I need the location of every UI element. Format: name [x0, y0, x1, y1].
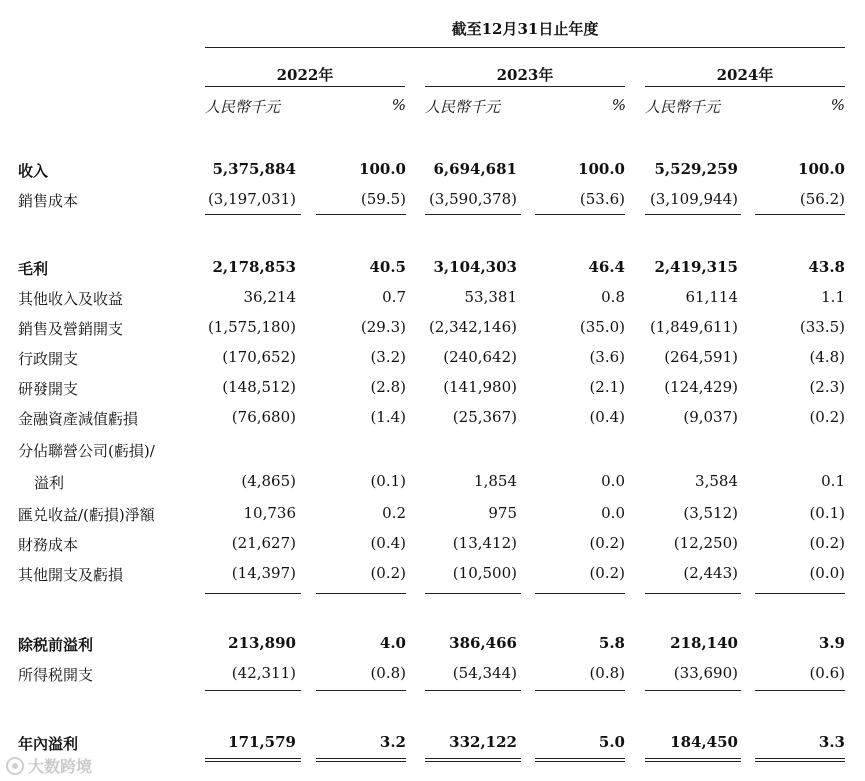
year-rule-2024 — [645, 86, 845, 87]
total-double-rule — [535, 758, 625, 762]
value-2022-pct: (29.3) — [360, 318, 406, 336]
subtotal-rule — [205, 214, 301, 215]
value-2024-pct: (0.0) — [809, 564, 845, 582]
value-2024-amount: (2,443) — [683, 564, 738, 582]
value-2023-amount: 53,381 — [464, 288, 517, 306]
total-double-rule — [645, 758, 741, 762]
value-2023-amount: (141,980) — [443, 378, 517, 396]
year-2022: 2022年 — [276, 66, 334, 84]
value-2024-pct: 3.3 — [818, 733, 845, 751]
value-2023-amount: (10,500) — [452, 564, 517, 582]
value-2022-pct: 100.0 — [359, 160, 406, 178]
year-2023: 2023年 — [496, 66, 554, 84]
year-2024: 2024年 — [716, 66, 774, 84]
value-2023-pct: 5.8 — [598, 634, 625, 652]
value-2023-pct: (2.1) — [589, 378, 625, 396]
table-row-fx-gains — [0, 504, 865, 534]
subtotal-rule — [535, 690, 625, 691]
value-2023-amount: (25,367) — [452, 408, 517, 426]
value-2022-pct: 3.2 — [379, 733, 406, 751]
header-rule — [205, 47, 845, 48]
subtotal-rule — [535, 593, 625, 594]
value-2022-amount: (1,575,180) — [207, 318, 296, 336]
unit-label-2022: 人民幣千元 — [205, 98, 281, 116]
value-2024-amount: (9,037) — [683, 408, 738, 426]
row-label: 研發開支 — [18, 380, 79, 398]
value-2024-amount: 218,140 — [670, 634, 738, 652]
value-2023-pct: (0.2) — [589, 534, 625, 552]
value-2024-pct: (33.5) — [799, 318, 845, 336]
value-2024-amount: (3,512) — [683, 504, 738, 522]
period-title: 截至12月31日止年度 — [451, 20, 599, 38]
value-2022-amount: 36,214 — [243, 288, 296, 306]
pct-label-2023: % — [611, 96, 626, 114]
row-label: 金融資產減值虧損 — [18, 410, 139, 428]
value-2023-pct: (35.0) — [579, 318, 625, 336]
value-2024-pct: (4.8) — [809, 348, 845, 366]
value-2023-pct: 0.0 — [601, 504, 625, 522]
value-2023-pct: (0.8) — [589, 664, 625, 682]
value-2024-pct: (0.1) — [809, 504, 845, 522]
value-2024-pct: 1.1 — [821, 288, 845, 306]
unit-label-2024: 人民幣千元 — [645, 98, 721, 116]
total-double-rule — [755, 758, 845, 762]
unit-label-2023: 人民幣千元 — [425, 98, 501, 116]
row-label: 財務成本 — [18, 536, 79, 554]
value-2024-pct: (0.2) — [809, 408, 845, 426]
row-label: 銷售成本 — [18, 192, 79, 210]
value-2024-amount: (1,849,611) — [649, 318, 738, 336]
table-row-impairment-losses — [0, 408, 865, 438]
year-rule-2023 — [425, 86, 625, 87]
total-double-rule — [316, 758, 406, 762]
value-2023-amount: 386,466 — [449, 634, 517, 652]
watermark — [6, 754, 92, 777]
subtotal-rule — [316, 593, 406, 594]
row-label: 行政開支 — [18, 350, 79, 368]
subtotal-rule — [535, 214, 625, 215]
value-2023-amount: 1,854 — [474, 472, 517, 490]
table-row-other-income — [0, 288, 865, 318]
table-row-gross-profit — [0, 258, 865, 288]
value-2022-pct: 0.2 — [382, 504, 406, 522]
value-2022-amount: 5,375,884 — [212, 160, 296, 178]
value-2022-amount: (21,627) — [231, 534, 296, 552]
value-2024-amount: (12,250) — [673, 534, 738, 552]
value-2024-amount: 61,114 — [685, 288, 738, 306]
value-2022-amount: (170,652) — [222, 348, 296, 366]
row-label: 所得税開支 — [18, 666, 94, 684]
table-row-profit-before-tax — [0, 634, 865, 664]
table-row-admin-expenses — [0, 348, 865, 378]
subtotal-rule — [316, 214, 406, 215]
row-label: 年內溢利 — [18, 735, 79, 753]
value-2024-pct: (0.6) — [809, 664, 845, 682]
row-label: 銷售及營銷開支 — [18, 320, 124, 338]
value-2022-amount: (148,512) — [222, 378, 296, 396]
value-2023-amount: 975 — [488, 504, 517, 522]
table-row-rnd-expenses — [0, 378, 865, 408]
subtotal-rule — [205, 593, 301, 594]
value-2023-amount: 3,104,303 — [433, 258, 517, 276]
value-2023-pct: 46.4 — [588, 258, 625, 276]
value-2022-pct: (59.5) — [360, 190, 406, 208]
value-2024-amount: (3,109,944) — [649, 190, 738, 208]
value-2023-pct: 0.8 — [601, 288, 625, 306]
subtotal-rule — [645, 593, 741, 594]
row-label: 毛利 — [18, 260, 49, 278]
value-2024-pct: (0.2) — [809, 534, 845, 552]
value-2022-pct: (0.4) — [370, 534, 406, 552]
value-2022-amount: (14,397) — [231, 564, 296, 582]
subtotal-rule — [645, 214, 741, 215]
pct-label-2022: % — [391, 96, 406, 114]
value-2023-amount: (13,412) — [452, 534, 517, 552]
value-2024-amount: (264,591) — [664, 348, 738, 366]
subtotal-rule — [205, 690, 301, 691]
table-row-share-of-associates-label — [0, 440, 865, 470]
pct-label-2024: % — [830, 96, 845, 114]
value-2022-pct: (3.2) — [370, 348, 406, 366]
row-label-continued: 溢利 — [34, 474, 65, 492]
value-2023-pct: 0.0 — [601, 472, 625, 490]
value-2024-pct: 0.1 — [821, 472, 845, 490]
subtotal-rule — [425, 214, 521, 215]
value-2023-amount: 6,694,681 — [433, 160, 517, 178]
total-double-rule — [425, 758, 521, 762]
value-2024-pct: 3.9 — [818, 634, 845, 652]
value-2024-amount: 5,529,259 — [654, 160, 738, 178]
value-2024-pct: (2.3) — [809, 378, 845, 396]
value-2024-pct: 100.0 — [798, 160, 845, 178]
subtotal-rule — [645, 690, 741, 691]
value-2023-amount: (54,344) — [452, 664, 517, 682]
value-2022-amount: 213,890 — [228, 634, 296, 652]
value-2023-pct: (3.6) — [589, 348, 625, 366]
value-2022-pct: (0.8) — [370, 664, 406, 682]
table-row-revenue — [0, 160, 865, 190]
table-row-finance-costs — [0, 534, 865, 564]
value-2022-pct: 4.0 — [379, 634, 406, 652]
subtotal-rule — [316, 690, 406, 691]
table-row-cost-of-sales — [0, 190, 865, 220]
row-label: 其他開支及虧損 — [18, 566, 124, 584]
subtotal-rule — [425, 593, 521, 594]
value-2024-amount: 184,450 — [670, 733, 738, 751]
table-row-share-of-associates — [0, 472, 865, 502]
row-label: 分佔聯營公司(虧損)/ — [18, 442, 155, 460]
value-2024-amount: (124,429) — [664, 378, 738, 396]
value-2023-pct: (53.6) — [579, 190, 625, 208]
row-label: 匯兑收益/(虧損)淨額 — [18, 506, 155, 524]
value-2022-pct: 0.7 — [382, 288, 406, 306]
value-2022-amount: 2,178,853 — [212, 258, 296, 276]
total-double-rule — [205, 758, 301, 762]
value-2022-pct: (0.1) — [370, 472, 406, 490]
value-2022-pct: (0.2) — [370, 564, 406, 582]
table-row-other-expenses — [0, 564, 865, 594]
subtotal-rule — [755, 214, 845, 215]
value-2023-pct: 100.0 — [578, 160, 625, 178]
value-2022-amount: (4,865) — [241, 472, 296, 490]
value-2022-amount: (3,197,031) — [207, 190, 296, 208]
value-2022-pct: (2.8) — [370, 378, 406, 396]
value-2024-amount: 3,584 — [695, 472, 738, 490]
value-2022-amount: (42,311) — [231, 664, 296, 682]
value-2023-pct: (0.4) — [589, 408, 625, 426]
value-2024-pct: (56.2) — [799, 190, 845, 208]
value-2023-amount: 332,122 — [449, 733, 517, 751]
value-2023-amount: (2,342,146) — [428, 318, 517, 336]
watermark-text: 大数跨境 — [28, 757, 93, 776]
row-label: 其他收入及收益 — [18, 290, 124, 308]
subtotal-rule — [425, 690, 521, 691]
table-row-selling-expenses — [0, 318, 865, 348]
value-2022-amount: 171,579 — [228, 733, 296, 751]
watermark-logo-icon — [6, 757, 24, 775]
value-2022-pct: 40.5 — [369, 258, 406, 276]
value-2024-amount: (33,690) — [673, 664, 738, 682]
value-2022-amount: 10,736 — [243, 504, 296, 522]
year-rule-2022 — [205, 86, 405, 87]
subtotal-rule — [755, 690, 845, 691]
row-label: 收入 — [18, 162, 49, 180]
value-2024-amount: 2,419,315 — [654, 258, 738, 276]
row-label: 除税前溢利 — [18, 636, 94, 654]
value-2022-amount: (76,680) — [231, 408, 296, 426]
value-2023-amount: (3,590,378) — [428, 190, 517, 208]
value-2023-pct: 5.0 — [598, 733, 625, 751]
value-2024-pct: 43.8 — [808, 258, 845, 276]
subtotal-rule — [755, 593, 845, 594]
value-2023-pct: (0.2) — [589, 564, 625, 582]
value-2022-pct: (1.4) — [370, 408, 406, 426]
value-2023-amount: (240,642) — [443, 348, 517, 366]
